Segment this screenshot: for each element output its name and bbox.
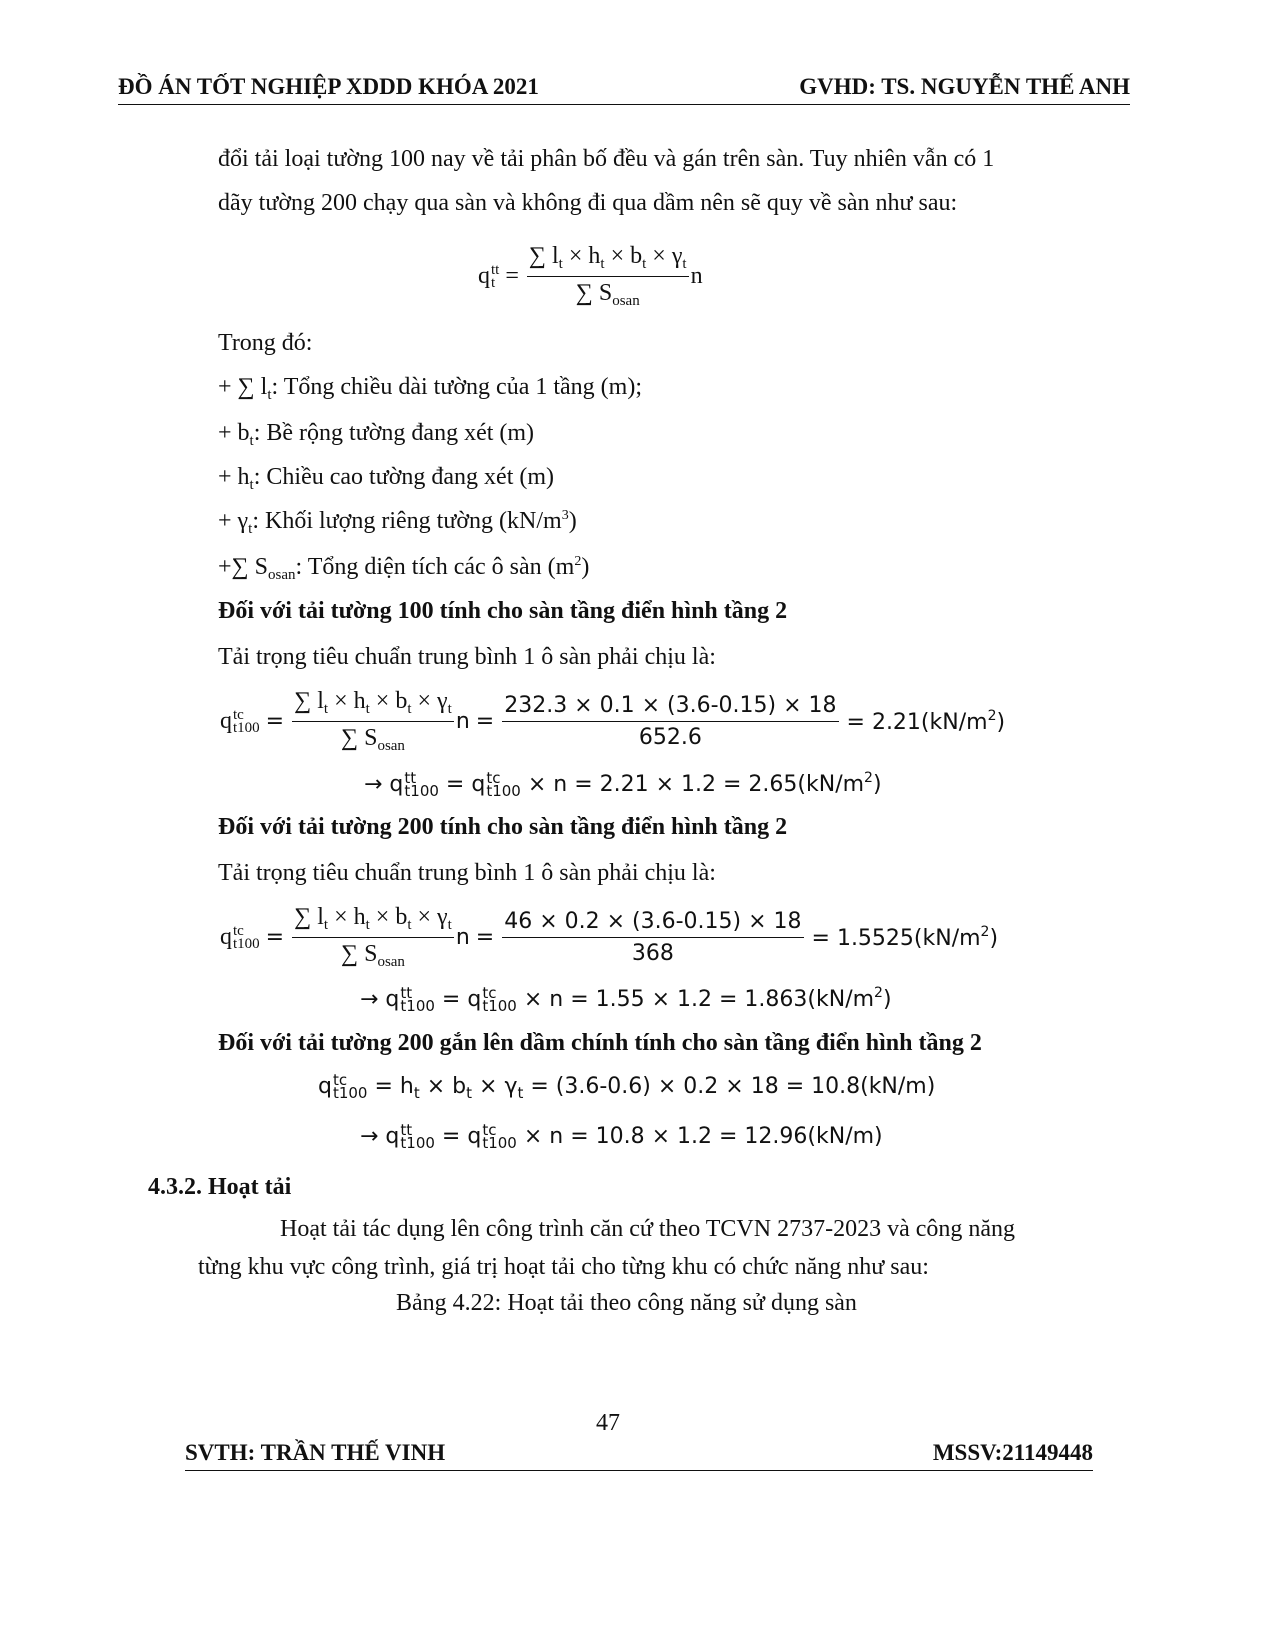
header-project-title: ĐỒ ÁN TỐT NGHIỆP XDDD KHÓA 2021 xyxy=(118,74,539,99)
wall-100-tc-result: = 2.21(kN/m xyxy=(846,710,988,735)
formula-wall-load: q tt t = $\frac{\sum l_t \times h_t \times b_t \times \gamma_t}{\sum S_{osan}}$ n xyxy=(478,243,703,309)
wall-200-denominator: 368 xyxy=(631,941,674,966)
intro-line-1: đổi tải loại tường 100 nay về tải phân bố đều và gán trên sàn. Tuy nhiên vẫn có 1 xyxy=(218,146,995,172)
page-header xyxy=(118,74,1130,105)
definition-sosan: +∑ $S_{osan}$: Tổng diện tích các ô sàn $(m^2)$ xyxy=(218,554,590,583)
formula-wall-200-beam-tt: → q tt t100 = q tc t100 × n = 10.8 × 1.2 = 12.96(kN/m) xyxy=(360,1121,883,1152)
where-title: Trong đó: xyxy=(218,330,313,356)
footer-student: SVTH: TRẦN THẾ VINH xyxy=(185,1440,446,1465)
live-load-para-line-2: từng khu vực công trình, giá trị hoạt tải cho từng khu có chức năng như sau: xyxy=(198,1254,929,1280)
section-wall-200-title: Đối với tải tường 200 tính cho sàn tầng điển hình tầng 2 xyxy=(218,814,788,840)
formula-wall-100-tt: → q tt t100 = q tc t100 × $n = 2.21 \times 1.2 = 2.65(kN/m^2)$ xyxy=(364,769,882,800)
formula-wall-200-tc: q tc t100 = $\frac{\sum l_t \times h_t \times b_t \times \gamma_t}{\sum S_{osan}}$ n = $\frac{46 \times 0.2 \times (3.6-0.15) \times 18}{368}$ = $1.5525(kN/m^2)$ xyxy=(220,904,999,970)
header-advisor: GVHD: TS. NGUYỄN THẾ ANH xyxy=(799,74,1130,99)
formula-wall-200-beam-tc: q tc t100 = $h_t \times b_t \times \gamma_t = (3.6-0.6) \times 0.2 \times 18 = 10.8(kN/m)$ xyxy=(318,1071,936,1102)
intro-line-2: dãy tường 200 chạy qua sàn và không đi qua dầm nên sẽ quy về sàn như sau: xyxy=(218,190,958,216)
formula-wall-100-tc: q tc t100 = $\frac{\sum l_t \times h_t \times b_t \times \gamma_t}{\sum S_{osan}}$ n = $\frac{232.3 \times 0.1 \times (3.6-0.15) \times 18}{652.6}$ = $2.21(kN/m^2)$ xyxy=(220,688,1006,754)
wall-200-numerator: 46 × 0.2 × (3.6-0.15) × 18 xyxy=(502,909,803,938)
section-wall-200-beam-title: Đối với tải tường 200 gắn lên dầm chính tính cho sàn tầng điển hình tầng 2 xyxy=(218,1030,982,1056)
table-caption: Bảng 4.22: Hoạt tải theo công năng sử dụng sàn xyxy=(396,1290,857,1316)
wall-100-denominator: 652.6 xyxy=(638,725,702,750)
definition-lt: + ∑ $l_t$: Tổng chiều dài tường của 1 tầng (m); xyxy=(218,374,642,403)
section-wall-100-text: Tải trọng tiêu chuẩn trung bình 1 ô sàn phải chịu là: xyxy=(218,644,716,670)
definition-gamma: + $\gamma_t$: Khối lượng riêng tường $(kN/m^3)$ xyxy=(218,508,577,537)
page-footer xyxy=(185,1440,1093,1471)
wall-200-tc-result: = 1.5525(kN/m xyxy=(811,926,981,951)
definition-bt: + $b_t$: Bề rộng tường đang xét (m) xyxy=(218,420,535,449)
wall-100-numerator: 232.3 × 0.1 × (3.6-0.15) × 18 xyxy=(502,693,838,722)
definition-ht: + $h_t$: Chiều cao tường đang xét (m) xyxy=(218,464,555,493)
live-load-para-line-1: Hoạt tải tác dụng lên công trình căn cứ theo TCVN 2737-2023 và công năng xyxy=(280,1216,1016,1242)
page-number: 47 xyxy=(596,1410,620,1436)
formula-wall-200-tt: → q tt t100 = q tc t100 × $n = 1.55 \times 1.2 = 1.863(kN/m^2)$ xyxy=(360,984,892,1015)
section-wall-200-text: Tải trọng tiêu chuẩn trung bình 1 ô sàn phải chịu là: xyxy=(218,860,716,886)
section-wall-100-title: Đối với tải tường 100 tính cho sàn tầng điển hình tầng 2 xyxy=(218,598,788,624)
footer-student-id: MSSV:21149448 xyxy=(932,1440,1093,1465)
section-heading-live-load: 4.3.2. Hoạt tải xyxy=(148,1174,292,1200)
